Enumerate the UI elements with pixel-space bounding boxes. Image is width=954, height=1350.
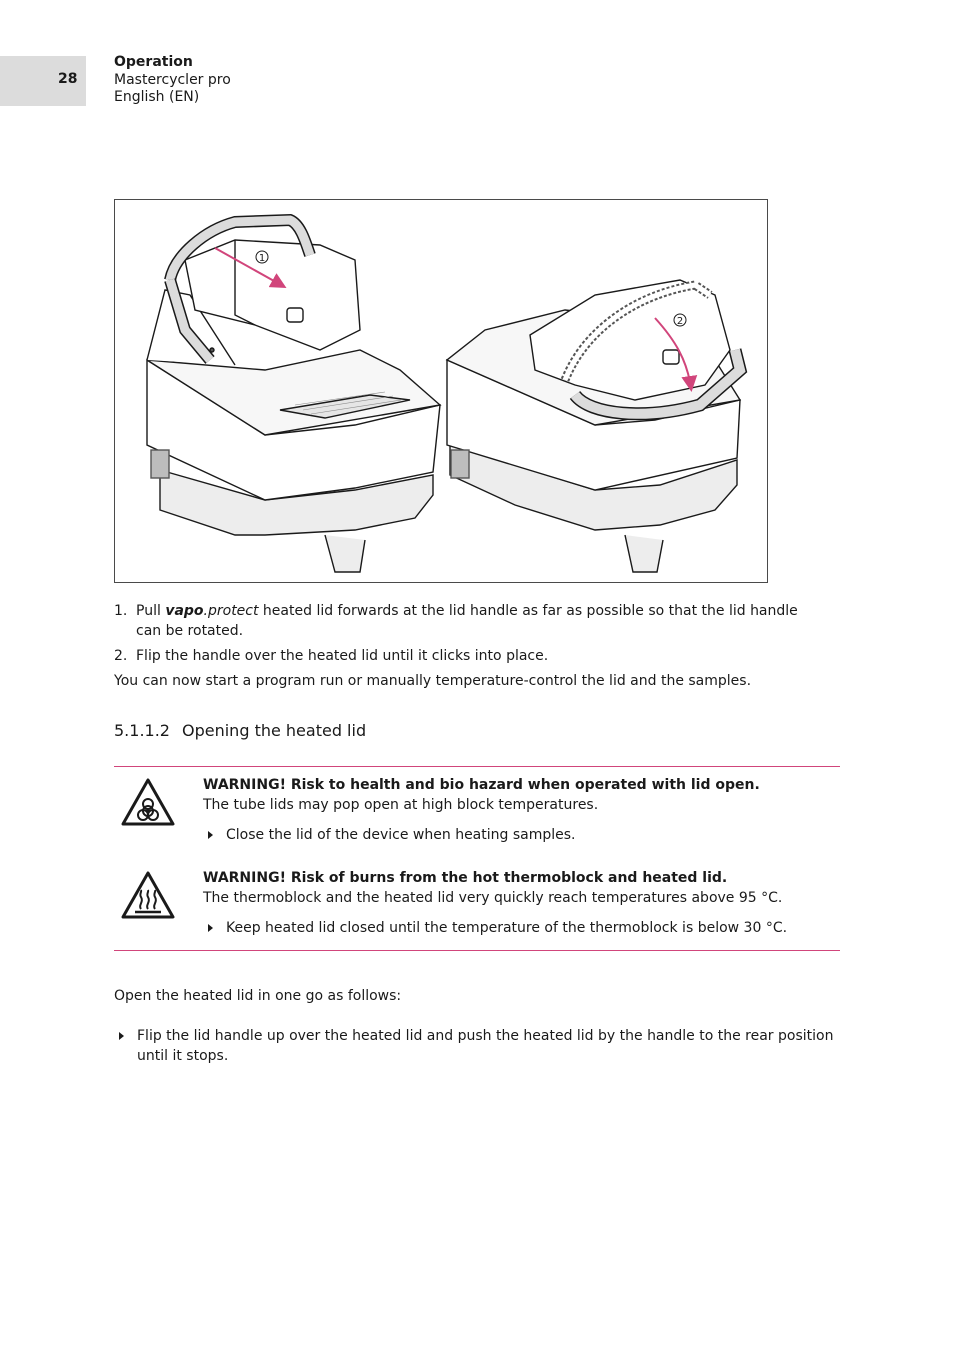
step-2-text: Flip the handle over the heated lid until it clicks into place. <box>136 648 549 664</box>
warning-2-action-text: Keep heated lid closed until the temperature of the thermoblock is below 30 °C. <box>226 920 788 936</box>
bullet-arrow-icon <box>119 1032 124 1040</box>
warning-2-text: The thermoblock and the heated lid very quickly reach temperatures above 95 °C. <box>203 890 783 906</box>
biohazard-icon <box>121 778 175 826</box>
warning-1-title: WARNING! Risk to health and bio hazard when operated with lid open. <box>203 777 760 793</box>
instruction-text: Flip the lid handle up over the heated lid and push the heated lid by the handle to the rear position until it stops. <box>137 1028 834 1064</box>
warning-1-text: The tube lids may pop open at high block temperatures. <box>203 797 599 813</box>
step-1-brand-rest: .protect <box>203 603 259 619</box>
header-product: Mastercycler pro <box>114 71 231 88</box>
warning-top-rule <box>114 766 840 767</box>
warning-biohazard <box>203 775 843 845</box>
running-header <box>114 54 231 107</box>
step-1-number: 1. <box>114 603 128 619</box>
warning-1-action-text: Close the lid of the device when heating samples. <box>226 827 576 843</box>
device-right <box>447 280 740 572</box>
device-illustration <box>114 199 768 583</box>
bullet-arrow-icon <box>208 924 213 932</box>
header-language: English (EN) <box>114 89 200 105</box>
step-1-prefix: Pull <box>136 603 166 619</box>
header-section: Operation <box>114 54 193 70</box>
warning-2-title: WARNING! Risk of burns from the hot thermoblock and heated lid. <box>203 870 728 886</box>
warning-burns <box>203 868 843 938</box>
page-number: 28 <box>58 71 78 87</box>
section-number: 5.1.1.2 <box>114 721 170 740</box>
device-left <box>147 220 440 572</box>
callout-2: 2 <box>676 316 684 327</box>
warning-bottom-rule <box>114 950 840 951</box>
intro-text: Open the heated lid in one go as follows: <box>114 988 402 1004</box>
warning-2-action <box>203 918 843 938</box>
instruction-item <box>114 1026 840 1066</box>
hot-surface-icon <box>121 871 175 919</box>
bullet-arrow-icon <box>208 831 213 839</box>
step-2-number: 2. <box>114 648 128 664</box>
step-1-brand-bold: vapo <box>165 603 204 619</box>
warning-1-action <box>203 825 843 845</box>
section-title: Opening the heated lid <box>182 721 367 740</box>
after-steps-text: You can now start a program run or manually temperature-control the lid and the samples. <box>114 673 752 689</box>
section-heading <box>114 721 366 740</box>
callout-1: 1 <box>258 253 266 264</box>
step-1-text: heated lid forwards at the lid handle as far as possible so that the lid handle can be rotated. <box>136 603 798 639</box>
